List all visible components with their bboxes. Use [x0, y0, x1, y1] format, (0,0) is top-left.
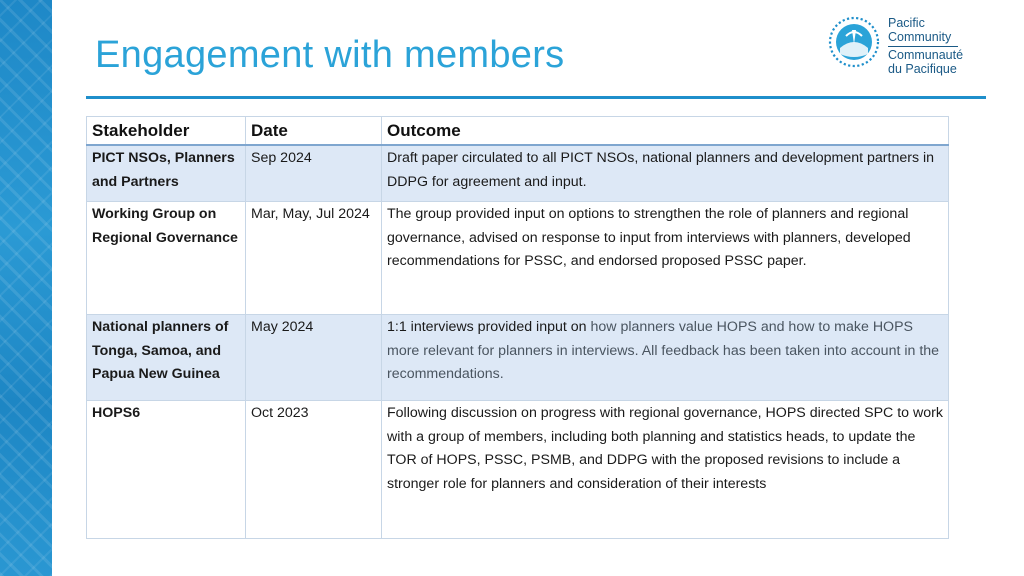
date-cell: Mar, May, Jul 2024 [246, 202, 382, 315]
logo-line-3: Communauté [888, 48, 964, 62]
engagement-table [86, 116, 949, 539]
outcome-cell: Draft paper circulated to all PICT NSOs, national planners and development partners in DDPG for agreement and input. [382, 145, 949, 202]
stakeholder-cell: Working Group on Regional Governance [87, 202, 246, 315]
side-strip-pattern [0, 0, 52, 576]
header-date: Date [246, 117, 382, 146]
logo-wordmark [888, 17, 963, 76]
stakeholder-cell: PICT NSOs, Planners and Partners [87, 145, 246, 202]
outcome-cell [382, 315, 949, 401]
stakeholder-cell: HOPS6 [87, 401, 246, 539]
table-row [87, 202, 949, 315]
table-row [87, 401, 949, 539]
outcome-text-a: 1:1 interviews provided input on [387, 319, 591, 335]
spc-emblem-icon [826, 14, 882, 70]
table-header-row [87, 117, 949, 146]
date-cell: Oct 2023 [246, 401, 382, 539]
stakeholder-cell: National planners of Tonga, Samoa, and Papua New Guinea [87, 315, 246, 401]
table-row [87, 145, 949, 202]
logo-line-4: du Pacifique [888, 61, 957, 76]
slide-title: Engagement with members [95, 34, 565, 76]
date-cell: Sep 2024 [246, 145, 382, 202]
logo-line-1: Pacific [888, 16, 925, 30]
table-row [87, 315, 949, 401]
logo-line-2: Community [888, 29, 952, 44]
header-outcome: Outcome [382, 117, 949, 146]
outcome-text-b: how planners value HOPS and how to make HOPS more relevant for planners in interviews. All feedback has been taken into account in the recommendations. [387, 319, 940, 382]
outcome-cell: Following discussion on progress with regional governance, HOPS directed SPC to work with a group of members, including both planning and statistics heads, to update the TOR of HOPS, PSSC, PSMB, and DDPG with the proposed revisions to include a stronger role for planners and consideration of their interests [382, 401, 949, 539]
title-underline [86, 96, 986, 99]
pacific-community-logo [826, 14, 996, 76]
header-stakeholder: Stakeholder [87, 117, 246, 146]
decorative-side-strip [0, 0, 52, 576]
outcome-cell: The group provided input on options to strengthen the role of planners and regional governance, advised on response to input from interviews with planners, developed recommendations for PSSC, and endorsed proposed PSSC paper. [382, 202, 949, 315]
logo-divider [888, 46, 958, 47]
date-cell: May 2024 [246, 315, 382, 401]
